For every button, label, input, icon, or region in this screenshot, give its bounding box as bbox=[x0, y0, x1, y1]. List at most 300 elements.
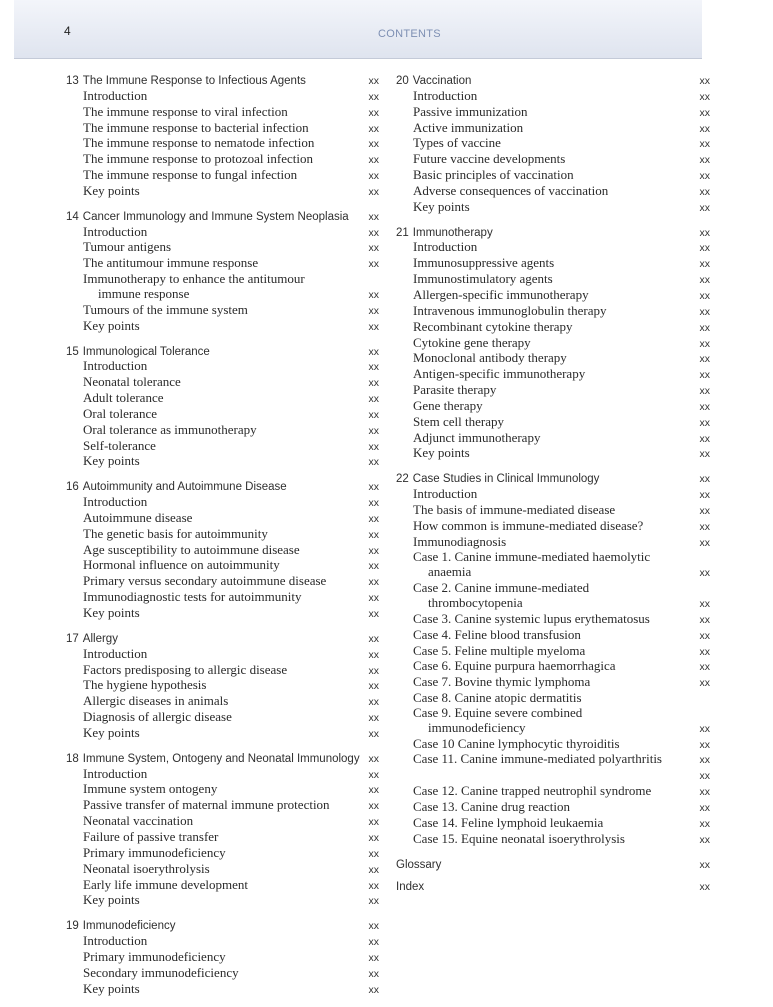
toc-entry[interactable] bbox=[66, 495, 379, 511]
page-ref: xx bbox=[368, 75, 379, 87]
entry-title: Immune system ontogeny bbox=[83, 781, 218, 797]
entry-title: Case 12. Canine trapped neutrophil syndrome bbox=[413, 783, 652, 799]
toc-entry[interactable] bbox=[66, 710, 379, 726]
toc-entry[interactable] bbox=[66, 303, 379, 319]
page-ref: xx bbox=[368, 122, 379, 135]
entry-title: Key points bbox=[83, 724, 140, 740]
chapter-17 bbox=[66, 632, 379, 742]
toc-entry[interactable] bbox=[396, 152, 710, 168]
page-ref: xx bbox=[699, 722, 710, 735]
entry-title: Key points bbox=[83, 182, 140, 198]
page-ref: xx bbox=[368, 440, 379, 453]
chapter-title: Cancer Immunology and Immune System Neoplasia bbox=[82, 210, 349, 223]
entry-title: Tumour antigens bbox=[83, 239, 171, 255]
toc-entry[interactable] bbox=[396, 581, 710, 596]
toc-index[interactable] bbox=[396, 880, 710, 895]
toc-entry[interactable] bbox=[396, 519, 710, 535]
entry-title: Case 10 Canine lymphocytic thyroiditis bbox=[413, 735, 620, 751]
entry-title: Introduction bbox=[83, 494, 148, 510]
tail-title: Index bbox=[396, 881, 425, 894]
toc-entry[interactable] bbox=[66, 966, 379, 982]
page-ref: xx bbox=[699, 677, 710, 690]
toc-entry[interactable] bbox=[66, 391, 379, 407]
toc-entry[interactable] bbox=[396, 487, 710, 503]
toc-glossary[interactable] bbox=[396, 858, 710, 873]
page-ref: xx bbox=[699, 385, 710, 398]
entry-title: The genetic basis for autoimmunity bbox=[83, 525, 268, 541]
toc-entry[interactable] bbox=[66, 558, 379, 574]
page-ref: xx bbox=[699, 833, 710, 846]
toc-entry[interactable] bbox=[396, 535, 710, 551]
toc-entry[interactable] bbox=[66, 454, 379, 470]
entry-title: Intravenous immunoglobulin therapy bbox=[413, 302, 607, 318]
entry-title: Age susceptibility to autoimmune disease bbox=[83, 541, 300, 557]
toc-entry[interactable] bbox=[396, 136, 710, 152]
toc-entry[interactable] bbox=[66, 105, 379, 121]
page-ref: xx bbox=[368, 320, 379, 333]
entry-title: Key points bbox=[83, 317, 140, 333]
entry-title: Neonatal vaccination bbox=[83, 813, 194, 829]
entry-title: Adverse consequences of vaccination bbox=[413, 182, 609, 198]
toc-entry[interactable] bbox=[396, 659, 710, 675]
entry-title: Case 8. Canine atopic dermatitis bbox=[413, 690, 582, 706]
toc-entry[interactable] bbox=[66, 89, 379, 105]
toc-entry[interactable] bbox=[66, 407, 379, 423]
entry-title: Diagnosis of allergic disease bbox=[83, 709, 232, 725]
page-ref: xx bbox=[368, 361, 379, 374]
entry-title: Stem cell therapy bbox=[413, 413, 504, 429]
page-ref: xx bbox=[368, 154, 379, 167]
entry-title: Case 14. Feline lymphoid leukaemia bbox=[413, 814, 604, 830]
chapter-title: Vaccination bbox=[412, 75, 472, 87]
page-ref: xx bbox=[368, 712, 379, 725]
toc-entry[interactable] bbox=[396, 184, 710, 200]
page-ref: xx bbox=[699, 185, 710, 198]
page-ref: xx bbox=[368, 592, 379, 605]
entry-title: The immune response to bacterial infection bbox=[83, 119, 309, 135]
chapter-number: 13 bbox=[66, 75, 79, 87]
toc-entry[interactable] bbox=[396, 89, 710, 105]
entry-title: Monoclonal antibody therapy bbox=[413, 350, 567, 366]
chapter-13 bbox=[66, 74, 379, 200]
chapter-15 bbox=[66, 345, 379, 471]
entry-title: Future vaccine developments bbox=[413, 151, 566, 167]
toc-entry[interactable] bbox=[396, 415, 710, 431]
chapter-number: 16 bbox=[66, 481, 79, 494]
page-ref: xx bbox=[368, 512, 379, 525]
entry-title: Types of vaccine bbox=[413, 135, 501, 151]
chapter-heading-text bbox=[66, 74, 306, 89]
chapter-number: 19 bbox=[66, 920, 79, 933]
toc-entry[interactable] bbox=[396, 612, 710, 628]
chapter-heading[interactable] bbox=[396, 226, 710, 241]
chapter-heading-text bbox=[396, 226, 493, 241]
entry-title: Key points bbox=[83, 453, 140, 469]
entry-title: Antigen-specific immunotherapy bbox=[413, 366, 586, 382]
entry-title: The immune response to nematode infection bbox=[83, 135, 315, 151]
page-ref: xx bbox=[699, 881, 710, 894]
tail-title: Glossary bbox=[396, 858, 442, 871]
entry-title: Primary immunodeficiency bbox=[83, 844, 226, 860]
entry-title: Neonatal isoerythrolysis bbox=[83, 860, 210, 876]
entry-title: Autoimmune disease bbox=[83, 509, 193, 525]
page-ref: xx bbox=[699, 567, 710, 580]
entry-title bbox=[413, 768, 431, 783]
toc-entry[interactable] bbox=[66, 694, 379, 710]
entry-title: Allergen-specific immunotherapy bbox=[413, 286, 589, 302]
toc-entry[interactable] bbox=[66, 647, 379, 663]
toc-entry[interactable] bbox=[396, 200, 710, 216]
entry-title: immune response bbox=[98, 285, 190, 301]
entry-title: immunodeficiency bbox=[428, 719, 526, 735]
page-ref: xx bbox=[368, 752, 379, 765]
toc-entry[interactable] bbox=[66, 168, 379, 184]
chapter-heading-text bbox=[66, 752, 360, 767]
chapter-19 bbox=[66, 919, 379, 997]
entry-title: Early life immune development bbox=[83, 876, 248, 892]
chapter-number: 22 bbox=[396, 473, 409, 486]
page-ref: xx bbox=[368, 345, 379, 358]
entry-title: Case 4. Feline blood transfusion bbox=[413, 626, 581, 642]
toc-entry[interactable] bbox=[396, 565, 710, 581]
page-ref: xx bbox=[699, 598, 710, 610]
toc-entry[interactable] bbox=[396, 105, 710, 121]
toc-entry[interactable] bbox=[396, 320, 710, 336]
toc-entry[interactable] bbox=[396, 768, 710, 784]
entry-title: Neonatal tolerance bbox=[83, 374, 181, 390]
toc-entry[interactable] bbox=[396, 832, 710, 848]
page-ref: xx bbox=[368, 967, 379, 980]
entry-title: The basis of immune-mediated disease bbox=[413, 501, 616, 517]
toc-entry[interactable] bbox=[66, 678, 379, 694]
toc-entry[interactable] bbox=[66, 590, 379, 606]
toc-entry[interactable] bbox=[66, 950, 379, 966]
page-ref: xx bbox=[699, 629, 710, 642]
entry-title: Parasite therapy bbox=[413, 382, 497, 398]
page-header bbox=[14, 0, 702, 59]
toc-entry[interactable] bbox=[396, 737, 710, 753]
entry-title: Primary immunodeficiency bbox=[83, 948, 226, 964]
toc-entry[interactable] bbox=[66, 423, 379, 439]
chapter-heading[interactable] bbox=[66, 345, 379, 360]
entry-title: Introduction bbox=[83, 765, 148, 781]
toc-entry[interactable] bbox=[396, 675, 710, 691]
entry-title: Secondary immunodeficiency bbox=[83, 964, 239, 980]
toc-entry[interactable] bbox=[66, 893, 379, 909]
entry-title: Primary versus secondary autoimmune disease bbox=[83, 573, 327, 589]
entry-title: Case 7. Bovine thymic lymphoma bbox=[413, 674, 591, 690]
toc-entry[interactable] bbox=[396, 272, 710, 288]
toc-entry[interactable] bbox=[66, 184, 379, 200]
entry-title: Key points bbox=[83, 605, 140, 620]
toc-entry[interactable] bbox=[396, 121, 710, 137]
page-ref: xx bbox=[699, 448, 710, 461]
page-ref: xx bbox=[699, 337, 710, 350]
entry-title: Case 11. Canine immune-mediated polyarthritis bbox=[413, 751, 662, 767]
chapter-title: Immunotherapy bbox=[412, 226, 493, 239]
chapter-heading[interactable] bbox=[396, 74, 710, 89]
toc-entry[interactable] bbox=[396, 240, 710, 256]
page-ref: xx bbox=[368, 608, 379, 620]
toc-entry[interactable] bbox=[396, 784, 710, 800]
page-ref: xx bbox=[699, 400, 710, 413]
toc-entry[interactable] bbox=[396, 721, 710, 737]
toc-entry[interactable] bbox=[66, 934, 379, 950]
toc-entry[interactable] bbox=[66, 359, 379, 375]
toc-entry[interactable] bbox=[396, 256, 710, 272]
entry-title: thrombocytopenia bbox=[428, 595, 523, 610]
toc-entry[interactable] bbox=[66, 767, 379, 783]
page-ref: xx bbox=[368, 288, 379, 301]
toc-entry[interactable] bbox=[66, 439, 379, 455]
page-number: 4 bbox=[64, 24, 71, 38]
page-ref: xx bbox=[368, 784, 379, 797]
page-ref: xx bbox=[368, 528, 379, 541]
entry-title: Case 13. Canine drug reaction bbox=[413, 798, 571, 814]
toc-entry[interactable] bbox=[396, 644, 710, 660]
toc-entry[interactable] bbox=[396, 628, 710, 644]
page-ref: xx bbox=[368, 863, 379, 876]
toc-entry[interactable] bbox=[66, 511, 379, 527]
toc-entry[interactable] bbox=[66, 862, 379, 878]
page-ref: xx bbox=[699, 432, 710, 445]
chapter-title: Immunodeficiency bbox=[82, 920, 176, 933]
page-ref: xx bbox=[368, 544, 379, 557]
page-ref: xx bbox=[699, 473, 710, 486]
page-ref: xx bbox=[368, 768, 379, 781]
chapter-number: 21 bbox=[396, 226, 409, 239]
chapter-22 bbox=[396, 472, 710, 847]
toc-entry[interactable] bbox=[66, 574, 379, 590]
entry-title: How common is immune-mediated disease? bbox=[413, 517, 644, 533]
page-ref: xx bbox=[368, 800, 379, 813]
page-ref: xx bbox=[368, 831, 379, 844]
page-ref: xx bbox=[699, 170, 710, 183]
entry-title: anaemia bbox=[428, 564, 472, 580]
toc-entry[interactable] bbox=[396, 800, 710, 816]
page-ref: xx bbox=[368, 632, 379, 645]
page-ref: xx bbox=[368, 576, 379, 589]
toc-entry[interactable] bbox=[66, 606, 379, 622]
toc-entry[interactable] bbox=[66, 663, 379, 679]
toc-entry[interactable] bbox=[66, 287, 379, 303]
entry-title: Case 2. Canine immune-mediated bbox=[413, 580, 590, 596]
toc-entry[interactable] bbox=[66, 272, 379, 287]
page-ref: xx bbox=[699, 226, 710, 239]
entry-title: Key points bbox=[83, 892, 140, 908]
chapter-heading[interactable] bbox=[66, 210, 379, 225]
toc-entry[interactable] bbox=[396, 304, 710, 320]
chapter-18 bbox=[66, 752, 379, 909]
page-ref: xx bbox=[699, 661, 710, 674]
toc-entry[interactable] bbox=[396, 168, 710, 184]
toc-entry[interactable] bbox=[66, 136, 379, 152]
page-ref: xx bbox=[368, 560, 379, 573]
page-ref: xx bbox=[368, 185, 379, 198]
chapter-number: 20 bbox=[396, 75, 409, 87]
toc-entry[interactable] bbox=[396, 503, 710, 519]
chapter-heading[interactable] bbox=[66, 919, 379, 934]
toc-entry[interactable] bbox=[396, 691, 710, 706]
entry-title: Immunodiagnosis bbox=[413, 533, 507, 549]
toc-entry[interactable] bbox=[396, 550, 710, 565]
toc-entry[interactable] bbox=[66, 225, 379, 241]
entry-title: Oral tolerance as immunotherapy bbox=[83, 421, 257, 437]
toc-entry[interactable] bbox=[66, 527, 379, 543]
entry-title: Introduction bbox=[83, 933, 148, 949]
entry-title: The immune response to viral infection bbox=[83, 103, 288, 119]
toc-entry[interactable] bbox=[66, 982, 379, 998]
entry-title: Introduction bbox=[83, 223, 148, 239]
page-ref: xx bbox=[699, 289, 710, 302]
page-ref: xx bbox=[699, 106, 710, 119]
page-ref: xx bbox=[368, 377, 379, 390]
toc-entry[interactable] bbox=[66, 798, 379, 814]
page-ref: xx bbox=[368, 879, 379, 892]
page-ref: xx bbox=[368, 424, 379, 437]
page-ref: xx bbox=[699, 858, 710, 871]
page-ref: xx bbox=[699, 321, 710, 334]
entry-title: The immune response to fungal infection bbox=[83, 167, 298, 183]
toc-entry[interactable] bbox=[396, 816, 710, 832]
toc-entry[interactable] bbox=[396, 446, 710, 462]
chapter-heading[interactable] bbox=[66, 752, 379, 767]
chapter-heading[interactable] bbox=[66, 74, 379, 89]
toc-entry[interactable] bbox=[396, 706, 710, 721]
toc-entry[interactable] bbox=[66, 121, 379, 137]
page-ref: xx bbox=[699, 305, 710, 318]
page-ref: xx bbox=[699, 258, 710, 271]
page-ref: xx bbox=[699, 75, 710, 87]
toc-entry[interactable] bbox=[66, 830, 379, 846]
page-ref: xx bbox=[368, 393, 379, 406]
toc-entry[interactable] bbox=[396, 399, 710, 415]
page-ref: xx bbox=[368, 696, 379, 709]
chapter-heading[interactable] bbox=[66, 632, 379, 647]
entry-title: Gene therapy bbox=[413, 397, 483, 413]
chapter-14 bbox=[66, 210, 379, 335]
page-ref: xx bbox=[368, 497, 379, 510]
page-ref: xx bbox=[699, 274, 710, 287]
entry-title: Hormonal influence on autoimmunity bbox=[83, 557, 280, 573]
entry-title: Key points bbox=[413, 445, 470, 461]
entry-title: Case 9. Equine severe combined bbox=[413, 704, 583, 720]
toc-entry[interactable] bbox=[396, 367, 710, 383]
page-ref: xx bbox=[699, 817, 710, 830]
page-ref: xx bbox=[368, 210, 379, 223]
toc-entry[interactable] bbox=[396, 752, 710, 768]
entry-title: Immunotherapy to enhance the antitumour bbox=[83, 271, 305, 287]
toc-entry[interactable] bbox=[66, 375, 379, 391]
page-ref: xx bbox=[699, 416, 710, 429]
page-ref: xx bbox=[368, 664, 379, 677]
toc-entry[interactable] bbox=[396, 596, 710, 612]
toc-entry[interactable] bbox=[396, 383, 710, 399]
page-ref: xx bbox=[699, 90, 710, 103]
chapter-number: 18 bbox=[66, 752, 79, 765]
chapter-heading-text bbox=[66, 632, 118, 647]
entry-title: Case 5. Feline multiple myeloma bbox=[413, 642, 586, 658]
entry-title: Passive immunization bbox=[413, 103, 528, 119]
toc-left-column bbox=[66, 74, 379, 1007]
entry-title: Introduction bbox=[413, 87, 478, 103]
toc-entry[interactable] bbox=[396, 288, 710, 304]
page-ref: xx bbox=[368, 138, 379, 151]
chapter-16 bbox=[66, 480, 379, 622]
chapter-heading-text bbox=[66, 919, 175, 934]
entry-title: Self-tolerance bbox=[83, 437, 156, 453]
entry-title: Key points bbox=[83, 980, 140, 996]
toc-entry[interactable] bbox=[66, 319, 379, 335]
entry-title: Passive transfer of maternal immune protection bbox=[83, 797, 330, 813]
running-head: CONTENTS bbox=[378, 28, 441, 40]
toc-entry[interactable] bbox=[396, 431, 710, 447]
entry-title: Factors predisposing to allergic disease bbox=[83, 661, 288, 677]
entry-title: Immunosuppressive agents bbox=[413, 255, 555, 271]
page-ref: xx bbox=[368, 895, 379, 908]
chapter-heading[interactable] bbox=[396, 472, 710, 487]
toc-entry[interactable] bbox=[66, 543, 379, 559]
entry-title: The antitumour immune response bbox=[83, 255, 259, 271]
page-ref: xx bbox=[368, 951, 379, 964]
toc-entry[interactable] bbox=[66, 152, 379, 168]
chapter-number: 17 bbox=[66, 632, 79, 645]
page-ref: xx bbox=[699, 645, 710, 658]
chapter-21 bbox=[396, 226, 710, 463]
entry-title: Allergic diseases in animals bbox=[83, 693, 229, 709]
page-ref: xx bbox=[368, 242, 379, 255]
page-ref: xx bbox=[699, 201, 710, 214]
page-ref: xx bbox=[699, 738, 710, 751]
toc-entry[interactable] bbox=[66, 726, 379, 742]
toc-entry[interactable] bbox=[396, 351, 710, 367]
page-ref: xx bbox=[368, 936, 379, 949]
entry-title: Case 1. Canine immune-mediated haemolytic bbox=[413, 549, 651, 565]
entry-title: Case 15. Equine neonatal isoerythrolysis bbox=[413, 830, 625, 846]
entry-title: Oral tolerance bbox=[83, 405, 157, 421]
toc-entry[interactable] bbox=[66, 240, 379, 256]
page-ref: xx bbox=[699, 504, 710, 517]
chapter-heading[interactable] bbox=[66, 480, 379, 495]
entry-title: Basic principles of vaccination bbox=[413, 167, 574, 183]
toc-entry[interactable] bbox=[66, 846, 379, 862]
entry-title: The hygiene hypothesis bbox=[83, 677, 207, 693]
entry-title: Immunodiagnostic tests for autoimmunity bbox=[83, 589, 302, 605]
entry-title: Introduction bbox=[413, 239, 478, 255]
page-ref: xx bbox=[699, 369, 710, 382]
entry-title: Introduction bbox=[83, 87, 148, 103]
entry-title: Key points bbox=[413, 198, 470, 214]
toc-entry[interactable] bbox=[66, 256, 379, 272]
page-ref: xx bbox=[368, 983, 379, 996]
chapter-heading-text bbox=[396, 472, 599, 487]
entry-title: Case 6. Equine purpura haemorrhagica bbox=[413, 658, 616, 674]
page-ref: xx bbox=[368, 226, 379, 239]
entry-title: Introduction bbox=[83, 645, 148, 661]
chapter-title: Immune System, Ontogeny and Neonatal Immunology bbox=[82, 752, 360, 765]
page-ref: xx bbox=[699, 353, 710, 366]
toc-entry[interactable] bbox=[66, 782, 379, 798]
page-ref: xx bbox=[699, 770, 710, 783]
toc-entry[interactable] bbox=[396, 336, 710, 352]
page-ref: xx bbox=[368, 170, 379, 183]
chapter-title: Case Studies in Clinical Immunology bbox=[412, 473, 600, 486]
toc-entry[interactable] bbox=[66, 878, 379, 894]
page-ref: xx bbox=[699, 154, 710, 167]
chapter-number: 15 bbox=[66, 345, 79, 358]
entry-title: Tumours of the immune system bbox=[83, 301, 248, 317]
toc-entry[interactable] bbox=[66, 814, 379, 830]
